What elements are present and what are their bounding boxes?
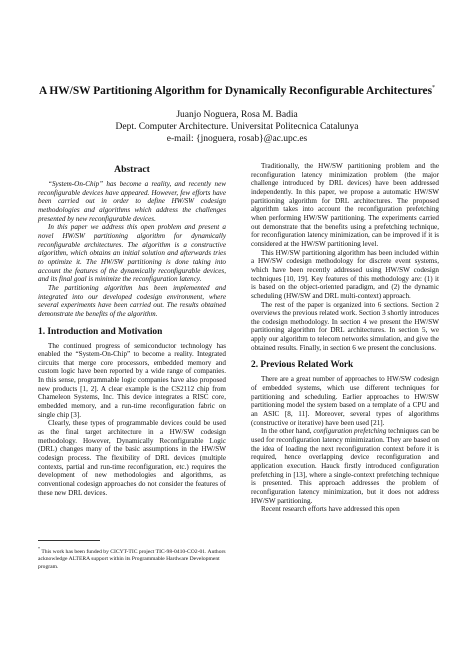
author-block — [20, 109, 454, 145]
footnote-rule — [38, 540, 100, 541]
section-2-heading: 2. Previous Related Work — [251, 360, 354, 371]
section-2-paragraph-3: Recent research efforts have addressed this open — [261, 505, 400, 514]
section-2-paragraph-2 — [251, 427, 439, 505]
abstract-paragraph-3: The partitioning algorithm has been implemented and integrated into our developed codesign environment, where several experiments have been carried out. The results obtained demonstrate the benefits of the algorithm. — [38, 283, 226, 318]
section-1-paragraph-1: The continued progress of semiconductor technology has enabled the “System-On-Chip” to become a reality. Integrated circuits that merge core processors, embedded memory and custom logic have been reported by a wide range of companies. In this sense, programmable logic companies have also proposed new products [1, 2]. A clear example is the CS2112 chip from Chameleon Systems, Inc. This device integrates a RISC core, embedded memory, and a run-time reconfiguration fabric on single chip [3]. — [38, 341, 226, 419]
section-1-heading: 1. Introduction and Motivation — [38, 326, 163, 337]
paper-title-text: A HW/SW Partitioning Algorithm for Dynamically Reconfigurable Architectures — [38, 85, 433, 97]
left-column — [38, 162, 226, 497]
right-paragraph-3: The rest of the paper is organized into 6 sections. Section 2 overviews the previous related work. Section 3 shortly introduces the codesign methodology. In section 4 we present the HW/SW partitioning algorithm for DRL architectures. In section 5, we apply our algorithm to telecom networks simulation, and give the obtained results. Finally, in section 6 we present the conclusions. — [251, 300, 439, 352]
right-column — [251, 162, 439, 514]
paper-title — [20, 81, 454, 98]
footnote-text: This work has been funded by CICYT-TIC project TIC-98-0410-CO2-01. Authors acknowledge ALTERA support within its Programmable Hardware Development program. — [38, 548, 226, 570]
section-2-paragraph-2-start: In the other hand, — [261, 427, 314, 436]
abstract-paragraph-2: In this paper we address this open problem and present a novel HW/SW partitioning algorithm for dynamically reconfigurable architectures. The algorithm is a constructive algorithm, which obtains an initial solution and afterwards tries to optimize it. The HW/SW partitioning is done taking into account the features of the dynamically reconfigurable devices, and its final goal is minimize the reconfiguration latency. — [38, 223, 226, 284]
footnote-marker: * — [38, 546, 40, 551]
title-footnote-marker: * — [432, 85, 436, 91]
right-paragraph-1: Traditionally, the HW/SW partitioning problem and the reconfiguration latency minimization problem (the major challenge introduced by DRL devices) have been addressed independently. In this paper, we propose a automatic HW/SW partitioning algorithm for DRL architectures. The proposed algorithm takes into account the reconfiguration prefetching when performing HW/SW partitioning. The experiments carried out demonstrate that the benefits using a prefetching technique, for reconfiguration latency minimization, can be improved if it is considered at the HW/SW partitioning level. — [251, 162, 439, 248]
footnote — [38, 545, 228, 571]
abstract-body — [38, 180, 226, 319]
abstract-paragraph-1: “System-On-Chip” has become a reality, and recently new reconfigurable devices have appeared. However, few efforts have been carried out in order to define HW/SW codesign methodologies and algorithms which address the challenges presented by new reconfigurable devices. — [38, 180, 226, 223]
section-1-paragraph-2: Clearly, these types of programmable devices could be used as the final target architecture in a HW/SW codesign methodology. However, Dynamically Reconfigurable Logic (DRL) changes many of the basic assumptions in the HW/SW codesign process. The flexibility of DRL devices (multiple contexts, partial and run-time reconfiguration, etc.) requires the development of new methodologies and algorithms, as conventional codesign approaches do not consider the features of these new DRL devices. — [38, 419, 226, 497]
author-affiliation: Dept. Computer Architecture. Universitat Politecnica Catalunya — [115, 122, 359, 132]
abstract-heading: Abstract — [114, 164, 150, 175]
author-names: Juanjo Noguera, Rosa M. Badia — [176, 110, 298, 120]
author-email: e-mail: {jnoguera, rosab}@ac.upc.es — [166, 134, 308, 144]
section-2-paragraph-1: There are a great number of approaches to HW/SW codesign of embedded systems, which use different techniques for partitioning and scheduling. Earlier approaches to HW/SW partitioning model the system based on a template of a CPU and an ASIC [8, 11]. Moreover, several types of algorithms (constructive or iterative) have been used [21]. — [251, 375, 439, 427]
section-2-emphasis: configuration prefetching — [313, 427, 387, 436]
section-2-paragraph-2-rest: techniques can be used for reconfiguration latency minimization. They are based on the idea of loading the next reconfiguration context before it is required, hence overlapping device reconfiguration and application execution. Hauck firstly introduced configuration prefetching in [13], where a single-context prefetching technique is presented. This approach addresses the problem of reconfiguration latency minimization, but it does not address HW/SW partitioning. — [251, 427, 439, 505]
right-paragraph-2: This HW/SW partitioning algorithm has been included within a HW/SW codesign methodology for discrete event systems, which have been recently addressed using HW/SW codesign techniques [10, 19]. Key features of this methodology are: (1) it is based on the object-oriented paradigm, and (2) the dynamic scheduling (HW/SW and DRL multi-context) approach. — [251, 248, 439, 300]
